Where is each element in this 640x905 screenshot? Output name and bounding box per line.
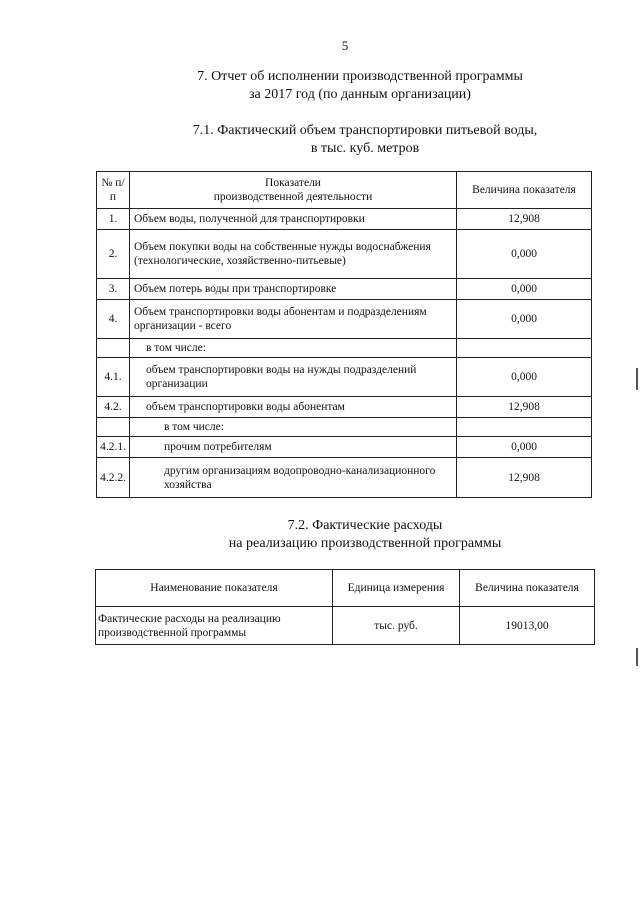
row-value <box>457 339 592 358</box>
water-transport-table <box>96 171 592 498</box>
row-value: 19013,00 <box>460 607 595 645</box>
row-name: прочим потребителям <box>130 437 457 458</box>
row-name: Объем транспортировки воды абонентам и подразделениям организации - всего <box>130 300 457 339</box>
row-value: 12,908 <box>457 397 592 418</box>
table-row <box>96 607 595 645</box>
row-name: в том числе: <box>130 418 457 437</box>
row-value: 0,000 <box>457 358 592 397</box>
header-name <box>130 172 457 209</box>
table-row <box>97 418 592 437</box>
row-value <box>457 418 592 437</box>
row-name: объем транспортировки воды абонентам <box>130 397 457 418</box>
section-7-title-line2: за 2017 год (по данным организации) <box>249 87 471 102</box>
table-header-row <box>97 172 592 209</box>
row-num: 4.2.1. <box>97 437 130 458</box>
row-num: 4. <box>97 300 130 339</box>
section-7-2-title-line2: на реализацию производственной программы <box>228 536 502 551</box>
row-num: 4.1. <box>97 358 130 397</box>
row-unit: тыс. руб. <box>333 607 460 645</box>
row-name: Фактические расходы на реализацию производственной программы <box>96 607 333 645</box>
section-7-title <box>160 68 560 104</box>
row-name: Объем покупки воды на собственные нужды водоснабжения (технологические, хозяйственно-питьевые) <box>130 230 457 279</box>
scan-edge-mark <box>636 368 638 390</box>
row-num: 1. <box>97 209 130 230</box>
expenses-table <box>95 569 595 645</box>
section-7-2-title-line1: 7.2. Фактические расходы <box>287 518 443 533</box>
row-num <box>97 418 130 437</box>
table-row <box>97 437 592 458</box>
section-7-title-line1: 7. Отчет об исполнении производственной программы <box>197 69 523 84</box>
row-value: 12,908 <box>457 458 592 498</box>
table-row <box>97 230 592 279</box>
table-row <box>97 339 592 358</box>
header-name-line2: производственной деятельности <box>213 191 373 203</box>
section-7-1-title-line1: 7.1. Фактический объем транспортировки питьевой воды, <box>192 123 538 138</box>
header-num: № п/п <box>97 172 130 209</box>
row-name: другим организациям водопроводно-канализационного хозяйства <box>130 458 457 498</box>
section-7-1-title <box>160 122 570 158</box>
row-num: 2. <box>97 230 130 279</box>
header-value: Величина показателя <box>457 172 592 209</box>
table-row <box>97 458 592 498</box>
table-row <box>97 358 592 397</box>
table-row <box>97 279 592 300</box>
table-row <box>97 397 592 418</box>
scan-edge-mark <box>636 648 638 666</box>
row-name: объем транспортировки воды на нужды подразделений организации <box>130 358 457 397</box>
row-num: 4.2. <box>97 397 130 418</box>
row-value: 12,908 <box>457 209 592 230</box>
row-num: 4.2.2. <box>97 458 130 498</box>
header-value: Величина показателя <box>460 570 595 607</box>
section-7-1-title-line2: в тыс. куб. метров <box>310 141 420 156</box>
row-value: 0,000 <box>457 230 592 279</box>
row-name: Объем потерь воды при транспортировке <box>130 279 457 300</box>
row-value: 0,000 <box>457 437 592 458</box>
page-number: 5 <box>341 38 349 53</box>
table-row <box>97 300 592 339</box>
header-name-line1: Показатели <box>265 177 321 189</box>
row-value: 0,000 <box>457 279 592 300</box>
table-row <box>97 209 592 230</box>
row-num: 3. <box>97 279 130 300</box>
section-7-2-title <box>160 517 570 553</box>
row-name: Объем воды, полученной для транспортировки <box>130 209 457 230</box>
row-num <box>97 339 130 358</box>
table-header-row <box>96 570 595 607</box>
header-unit: Единица измерения <box>333 570 460 607</box>
header-name: Наименование показателя <box>96 570 333 607</box>
row-value: 0,000 <box>457 300 592 339</box>
row-name: в том числе: <box>130 339 457 358</box>
